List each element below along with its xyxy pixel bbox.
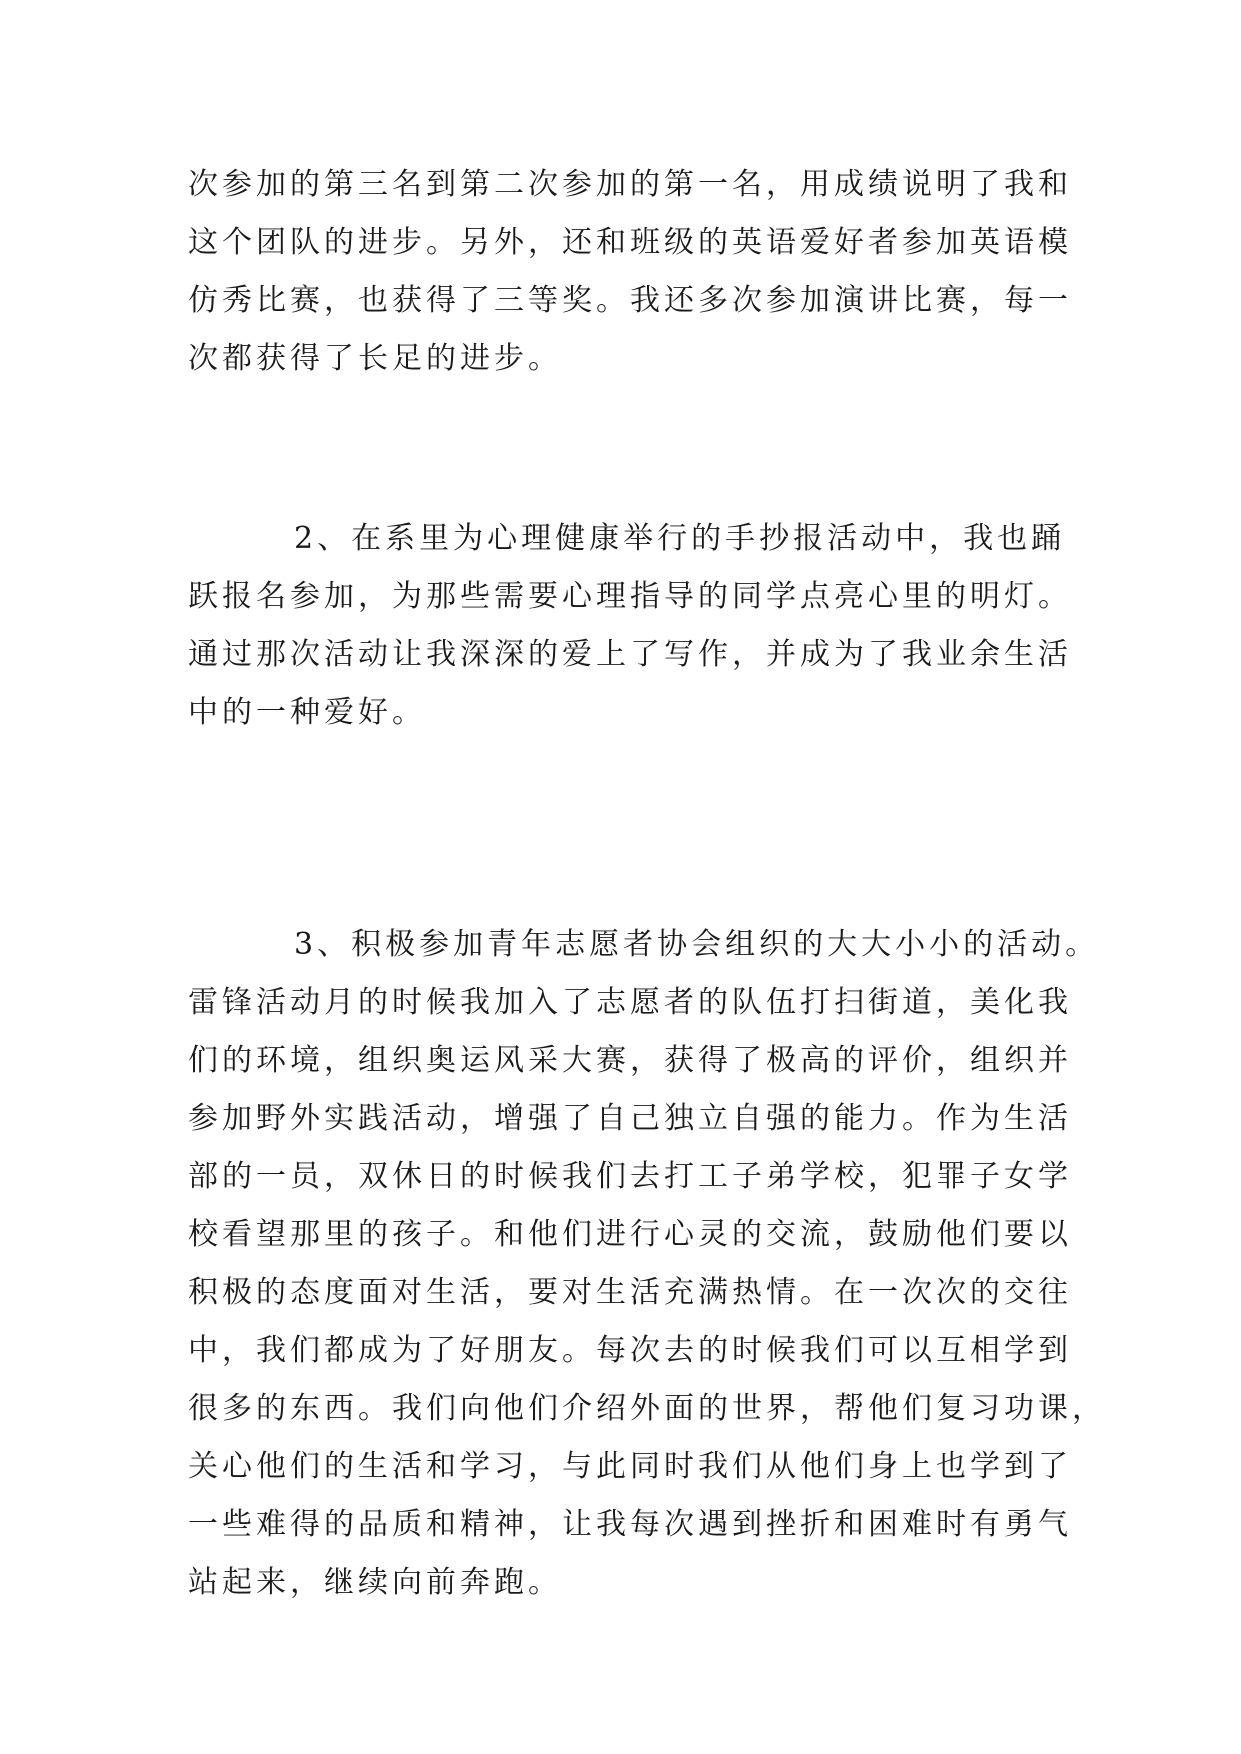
paragraph-line: 关心他们的生活和学习，与此同时我们从他们身上也学到了 <box>188 1449 1072 1484</box>
paragraph-line: 中，我们都成为了好朋友。每次去的时候我们可以互相学到 <box>188 1333 1072 1368</box>
paragraph-line: 很多的东西。我们向他们介绍外面的世界，帮他们复习功课， <box>188 1391 1106 1426</box>
paragraph-line: 校看望那里的孩子。和他们进行心灵的交流，鼓励他们要以 <box>188 1217 1072 1252</box>
paragraph-line: 通过那次活动让我深深的爱上了写作，并成为了我业余生活 <box>188 637 1072 672</box>
paragraph-line: 2、在系里为心理健康举行的手抄报活动中，我也踊 <box>294 521 1066 556</box>
paragraph-line: 这个团队的进步。另外，还和班级的英语爱好者参加英语模 <box>188 225 1072 260</box>
paragraph-line: 站起来，继续向前奔跑。 <box>188 1565 562 1600</box>
paragraph-line: 次都获得了长足的进步。 <box>188 341 562 376</box>
paragraph-line: 3、积极参加青年志愿者协会组织的大大小小的活动。 <box>294 927 1100 962</box>
paragraph-line: 参加野外实践活动，增强了自己独立自强的能力。作为生活 <box>188 1101 1072 1136</box>
paragraph-line: 积极的态度面对生活，要对生活充满热情。在一次次的交往 <box>188 1275 1072 1310</box>
paragraph-line: 仿秀比赛，也获得了三等奖。我还多次参加演讲比赛，每一 <box>188 283 1072 318</box>
paragraph-line: 一些难得的品质和精神，让我每次遇到挫折和困难时有勇气 <box>188 1507 1072 1542</box>
paragraph-2 <box>188 510 1072 742</box>
paragraph-line: 部的一员，双休日的时候我们去打工子弟学校，犯罪子女学 <box>188 1159 1072 1194</box>
paragraph-1 <box>188 156 1072 388</box>
paragraph-line: 中的一种爱好。 <box>188 695 426 730</box>
paragraph-line: 雷锋活动月的时候我加入了志愿者的队伍打扫街道，美化我 <box>188 985 1072 1020</box>
paragraph-line: 次参加的第三名到第二次参加的第一名，用成绩说明了我和 <box>188 167 1072 202</box>
paragraph-3 <box>188 916 1106 1612</box>
paragraph-line: 跃报名参加，为那些需要心理指导的同学点亮心里的明灯。 <box>188 579 1072 614</box>
paragraph-line: 们的环境，组织奥运风采大赛，获得了极高的评价，组织并 <box>188 1043 1072 1078</box>
